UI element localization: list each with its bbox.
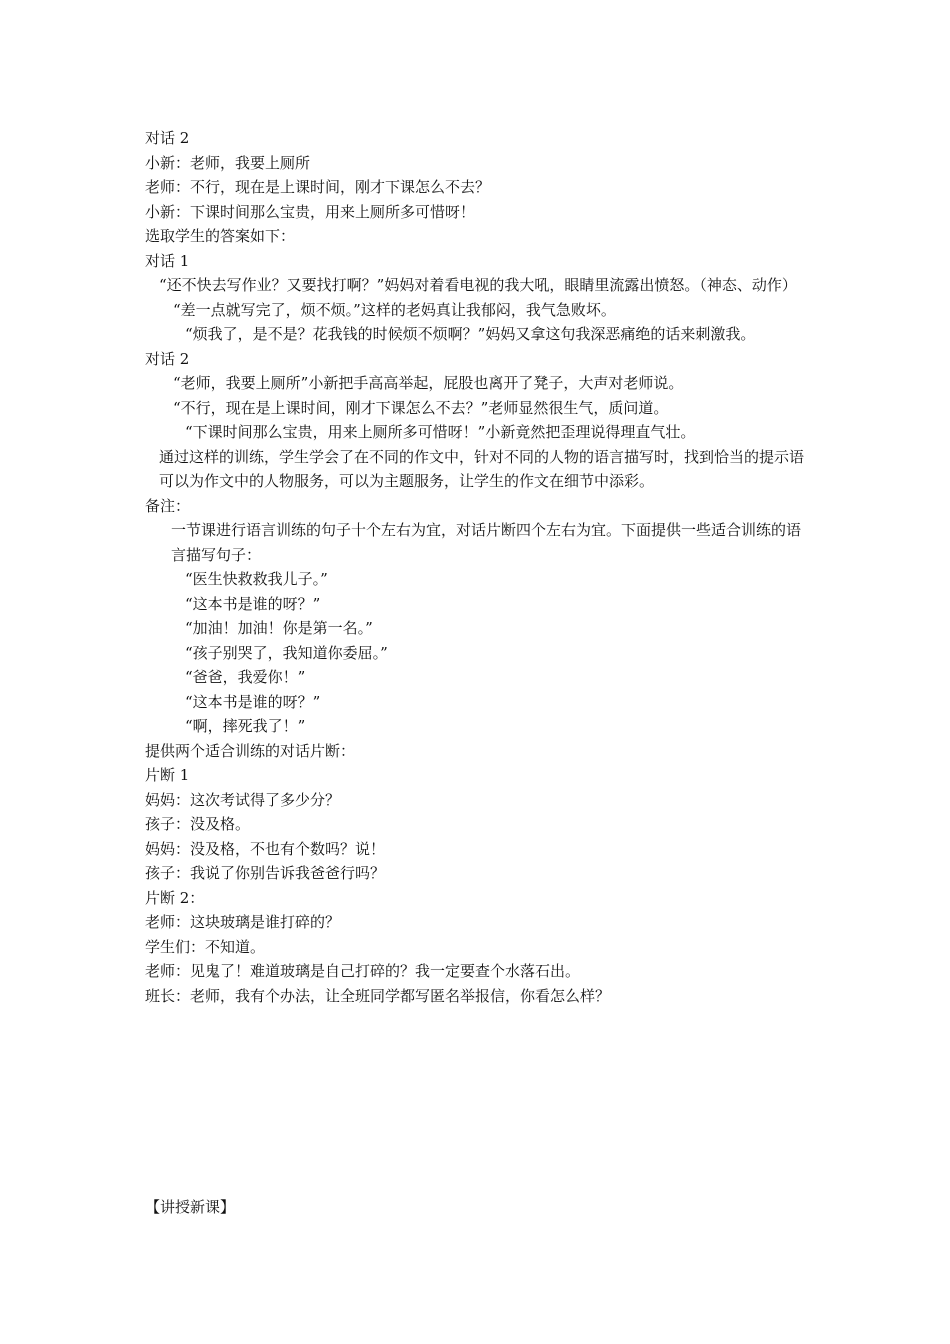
text-line: “差一点就写完了，烦不烦。”这样的老妈真让我郁闷，我气急败坏。: [173, 300, 616, 319]
text-line: 老师：这块玻璃是谁打碎的？: [145, 913, 341, 931]
text-line: 老师：见鬼了！难道玻璃是自己打碎的？我一定要查个水落石出。: [145, 962, 581, 980]
text-line: “还不快去写作业？又要找打啊？”妈妈对着看电视的我大吼，眼睛里流露出愤怒。（神态、动作）: [159, 276, 797, 294]
text-line: 班长：老师，我有个办法，让全班同学都写匿名举报信，你看怎么样？: [145, 986, 611, 1005]
text-line: “这本书是谁的呀？”: [185, 594, 321, 613]
text-line: 提供两个适合训练的对话片断：: [145, 741, 356, 760]
text-line: 小新：老师，我要上厕所: [145, 153, 311, 172]
section-heading: 【讲授新课】: [145, 1198, 236, 1216]
text-line: “医生快救救我儿子。”: [185, 570, 328, 588]
text-line: “下课时间那么宝贵，用来上厕所多可惜呀！”小新竟然把歪理说得理直气壮。: [185, 423, 696, 441]
text-line: “老师，我要上厕所”小新把手高高举起，屁股也离开了凳子，大声对老师说。: [173, 374, 684, 392]
text-line: “爸爸，我爱你！”: [185, 668, 306, 686]
text-line: 妈妈：这次考试得了多少分？: [145, 790, 341, 809]
text-line: 对话 2: [145, 349, 190, 368]
text-line: 通过这样的训练，学生学会了在不同的作文中，针对不同的人物的语言描写时，找到恰当的提示语可以为作文中的人物服务，可以为主题服务，让学生的作文在细节中添彩。: [159, 447, 805, 490]
text-line: 片断 1: [145, 766, 190, 784]
text-line: 一节课进行语言训练的句子十个左右为宜，对话片断四个左右为宜。下面提供一些适合训练的语言描写句子：: [171, 521, 802, 564]
text-line: 老师：不行，现在是上课时间，刚才下课怎么不去？: [145, 178, 491, 196]
text-line: “啊，摔死我了！”: [185, 717, 306, 735]
text-line: “加油！加油！你是第一名。”: [185, 619, 373, 637]
text-line: 选取学生的答案如下：: [145, 227, 296, 245]
text-line: 妈妈：没及格，不也有个数吗？说！: [145, 839, 386, 858]
text-line: 孩子：我说了你别告诉我爸爸行吗？: [145, 864, 386, 882]
text-line: 片断 2：: [145, 888, 205, 907]
text-line: 备注：: [145, 496, 191, 515]
text-line: “不行，现在是上课时间，刚才下课怎么不去？”老师显然很生气，质问道。: [173, 398, 669, 417]
text-line: 孩子：没及格。: [145, 815, 251, 833]
text-line: 对话 1: [145, 251, 190, 270]
text-line: 对话 2: [145, 129, 190, 147]
text-line: “孩子别哭了，我知道你委屈。”: [185, 643, 388, 662]
text-line: “烦我了，是不是？花我钱的时候烦不烦啊？”妈妈又拿这句我深恶痛绝的话来刺激我。: [185, 325, 756, 343]
text-line: “这本书是谁的呀？”: [185, 692, 321, 711]
document-body: [145, 126, 810, 1008]
text-line: 小新：下课时间那么宝贵，用来上厕所多可惜呀！: [145, 202, 476, 221]
text-line: 学生们：不知道。: [145, 937, 266, 956]
